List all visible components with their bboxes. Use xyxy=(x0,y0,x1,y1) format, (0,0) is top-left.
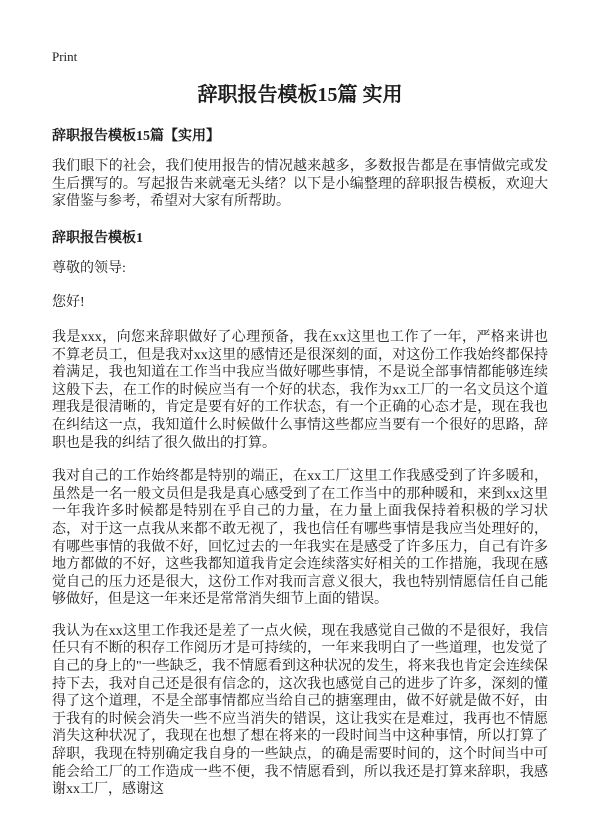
print-link[interactable]: Print xyxy=(52,49,78,64)
body-paragraph: 我对自己的工作始终都是特别的端正，在xx工厂这里工作我感受到了许多暖和，虽然是一名一般文员但是我是真心感受到了在工作当中的那种暖和，来到xx这里一年我许多时候都是特别在乎自己的力量，在力量上面我保持着积极的学习状态，对于这一点我从来都不敢无视了，我也信任有哪些事情是我应当处理好的，有哪些事情的我做不好，回忆过去的一年我实在是感受了许多压力，自己有许多地方都做的不好，这些我都知道我肯定会连续落实好相关的工作措施，我现在感觉自己的压力还是很大，这份工作对我而言意义很大，我也特别情愿信任自己能够做好，但是这一年来还是常常消失细节上面的错误。 xyxy=(52,469,548,608)
body-paragraph: 我认为在xx这里工作我还是差了一点火候，现在我感觉自己做的不是很好，我信任只有不断的积存工作阅历才是可持续的，一年来我明白了一些道理，也发觉了自己的身上的"一些缺乏，我不情愿看到这种状况的发生，将来我也肯定会连续保持下去，我对自己还是很有信念的，这次我也感觉自己的进步了许多，深刻的懂得了这个道理，不是全部事情都应当给自己的搪塞理由，做不好就是做不好，由于我有的时候会消失一些不应当消失的错误，这让我实在是难过，我再也不情愿消失这种状况了，我现在也想了想在将来的一段时间当中这种事情，所以打算了辞职，我现在特别确定我自身的一些缺点，的确是需要时间的，这个时间当中可能会给工厂的工作造成一些不便，我不情愿看到，所以我还是打算来辞职，我感谢xx工厂，感谢这 xyxy=(52,623,548,798)
body-paragraph: 我是xxx，向您来辞职做好了心理预备，我在xx这里也工作了一年，严格来讲也不算老员工，但是我对xx这里的感情还是很深刻的面，对这份工作我始终都保持着满足，我也知道在工作当中我应当做好哪些事情，不是说全部事情都能够连续这般下去，在工作的时候应当有一个好的状态，我作为xx工厂的一名文员这个道理我是很清晰的，肯定是要有好的工作状态，有一个正确的心态才是，现在我也在纠结这一点，我知道什么时候做什么事情这些都应当要有一个很好的思路，辞职也是我的纠结了很久做出的打算。 xyxy=(52,329,548,451)
page-title: 辞职报告模板15篇 实用 xyxy=(197,84,403,106)
doc-subtitle: 辞职报告模板15篇【实用】 xyxy=(52,129,220,144)
intro-paragraph: 我们眼下的社会，我们使用报告的情况越来越多，多数报告都是在事情做完或发生后撰写的。写起报告来就毫无头绪？以下是小编整理的辞职报告模板，欢迎大家借鉴与参考，希望对大家有所帮助。 xyxy=(52,159,548,210)
greeting: 您好! xyxy=(52,295,85,311)
salutation: 尊敬的领导: xyxy=(52,260,126,276)
section-heading-template-1: 辞职报告模板1 xyxy=(52,230,143,246)
